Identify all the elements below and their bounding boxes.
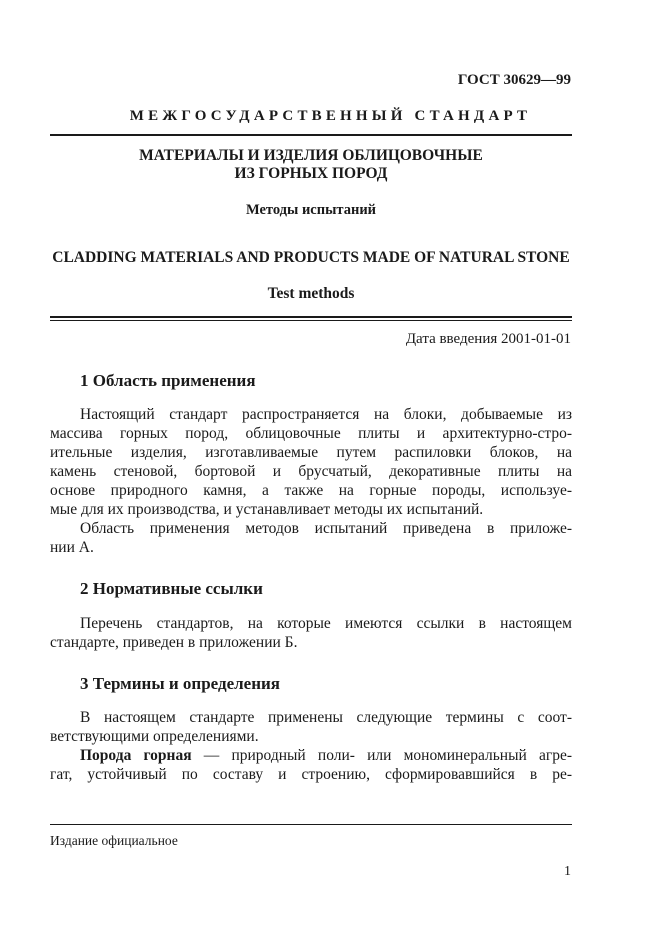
- intro-date: Дата введения 2001-01-01: [405, 331, 571, 347]
- footer-rule: [50, 824, 572, 825]
- section-3-body: [50, 708, 572, 784]
- section-1-heading: 1 Область применения: [80, 371, 256, 390]
- title-rule-thin: [50, 320, 572, 321]
- section-1-body: [50, 405, 572, 557]
- text-line: В настоящем стандарте применены следующие термины с соот-: [80, 709, 572, 726]
- title-ru-line1: МАТЕРИАЛЫ И ИЗДЕЛИЯ ОБЛИЦОВОЧНЫЕ: [139, 147, 483, 164]
- section-3-heading: 3 Термины и определения: [80, 674, 281, 693]
- section-2-heading: 2 Нормативные ссылки: [80, 579, 263, 598]
- text-line: основе природного камня, а также на горные породы, используе-: [50, 482, 572, 499]
- text-line: камень стеновой, бортовой и брусчатый, декоративные плиты на: [50, 463, 572, 480]
- text-line: массива горных пород, облицовочные плиты и архитектурно-стро-: [50, 425, 572, 442]
- top-rule: [50, 134, 572, 136]
- page-number: 1: [564, 864, 571, 879]
- text-line: Настоящий стандарт распространяется на блоки, добываемые из: [80, 406, 572, 423]
- text-line: ительные изделия, изготавливаемые путем распиловки блоков, на: [50, 444, 572, 461]
- title-ru-line2: ИЗ ГОРНЫХ ПОРОД: [234, 165, 388, 182]
- standard-type: МЕЖГОСУДАРСТВЕННЫЙ СТАНДАРТ: [129, 108, 532, 124]
- gost-number: ГОСТ 30629—99: [457, 72, 571, 88]
- subtitle-en: Test methods: [267, 285, 355, 302]
- text-line: ветствующими определениями.: [50, 728, 259, 745]
- text-line: гат, устойчивый по составу и строению, сформировавшийся в ре-: [50, 766, 572, 783]
- term-definition-line: [50, 746, 572, 765]
- subtitle-ru: Методы испытаний: [245, 202, 377, 218]
- title-en: CLADDING MATERIALS AND PRODUCTS MADE OF NATURAL STONE: [52, 249, 570, 266]
- text-line: Перечень стандартов, на которые имеются ссылки в настоящем: [80, 615, 572, 632]
- title-ru: [50, 147, 572, 183]
- edition-label: Издание официальное: [50, 833, 178, 848]
- text-line: мые для их производства, и устанавливает методы их испытаний.: [50, 501, 484, 518]
- title-rule-thick: [50, 316, 572, 318]
- section-2-body: [50, 614, 572, 652]
- text-line: стандарте, приведен в приложении Б.: [50, 634, 298, 651]
- term-definition: — природный поли- или мономинеральный агре-: [191, 747, 572, 764]
- text-line: Область применения методов испытаний приведена в приложе-: [80, 520, 572, 537]
- text-line: нии А.: [50, 539, 94, 556]
- term-name: Порода горная: [80, 747, 192, 764]
